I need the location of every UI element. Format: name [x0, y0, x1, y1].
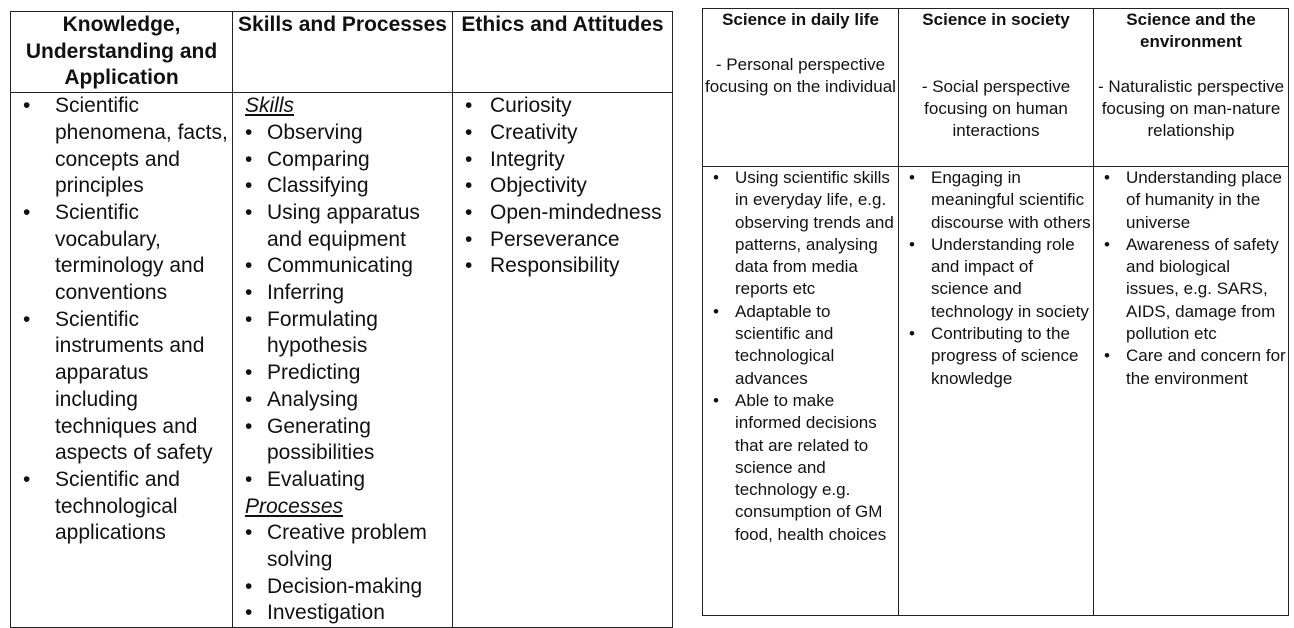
list-item: • Understanding role and impact of science and technology in society [907, 234, 1091, 323]
header-society [899, 9, 1094, 167]
list-item: • Using apparatus and equipment [245, 200, 452, 253]
header-title: Science and the environment [1126, 10, 1256, 52]
list-item: • Generating possibilities [245, 414, 452, 467]
list-item: • Integrity [465, 147, 672, 174]
science-perspectives-table [702, 8, 1289, 616]
skills-subheading: Skills [245, 94, 295, 118]
list-item: • Open-mindedness [465, 200, 672, 227]
list-item: • Awareness of safety and biological issues, e.g. SARS, AIDS, damage from pollution etc [1102, 234, 1286, 345]
list-item: • Decision-making [245, 574, 452, 601]
list-item: • Comparing [245, 147, 452, 174]
list-item: • Communicating [245, 253, 452, 280]
header-title: Science in daily life [722, 10, 879, 29]
list-item: • Using scientific skills in everyday life, e.g. observing trends and patterns, analysing data from media reports etc [711, 167, 896, 301]
learning-outcomes-table [10, 11, 673, 628]
header-knowledge: Knowledge, Understanding and Application [11, 12, 233, 93]
list-item: • Care and concern for the environment [1102, 345, 1286, 390]
list-item: • Analysing [245, 387, 452, 414]
header-daily-life [703, 9, 899, 167]
list-item: • Evaluating [245, 467, 452, 494]
header-subtitle: - Naturalistic perspective focusing on man-nature relationship [1097, 76, 1285, 141]
list-item: • Contributing to the progress of science knowledge [907, 323, 1091, 390]
list-item: • Predicting [245, 360, 452, 387]
header-skills: Skills and Processes [233, 12, 453, 93]
list-item: • Scientific and technological applications [11, 467, 232, 547]
list-item: • Creativity [465, 120, 672, 147]
list-item: • Creative problem solving [245, 520, 452, 573]
list-item: • Adaptable to scientific and technological advances [711, 301, 896, 390]
list-item: • Scientific instruments and apparatus including techniques and aspects of safety [11, 307, 232, 467]
list-item: • Inferring [245, 280, 452, 307]
header-environment [1094, 9, 1289, 167]
list-item: • Curiosity [465, 93, 672, 120]
knowledge-cell [11, 93, 233, 628]
ethics-cell [453, 93, 673, 628]
list-item: • Able to make informed decisions that are related to science and technology e.g. consumption of GM food, health choices [711, 390, 896, 546]
skills-cell [233, 93, 453, 628]
daily-life-cell [703, 167, 899, 616]
header-ethics: Ethics and Attitudes [453, 12, 673, 93]
list-item: • Objectivity [465, 173, 672, 200]
list-item: • Responsibility [465, 253, 672, 280]
society-cell [899, 167, 1094, 616]
list-item: • Engaging in meaningful scientific discourse with others [907, 167, 1091, 234]
header-title: Science in society [922, 10, 1070, 29]
list-item: • Formulating hypothesis [245, 307, 452, 360]
list-item: • Investigation [245, 600, 452, 627]
header-subtitle: - Social perspective focusing on human interactions [921, 76, 1071, 141]
environment-cell [1094, 167, 1289, 616]
list-item: • Observing [245, 120, 452, 147]
list-item: • Scientific vocabulary, terminology and conventions [11, 200, 232, 307]
list-item: • Understanding place of humanity in the universe [1102, 167, 1286, 234]
list-item: • Classifying [245, 173, 452, 200]
header-subtitle: - Personal perspective focusing on the individual [705, 54, 896, 96]
list-item: • Scientific phenomena, facts, concepts and principles [11, 93, 232, 200]
processes-subheading: Processes [245, 494, 344, 518]
list-item: • Perseverance [465, 227, 672, 254]
